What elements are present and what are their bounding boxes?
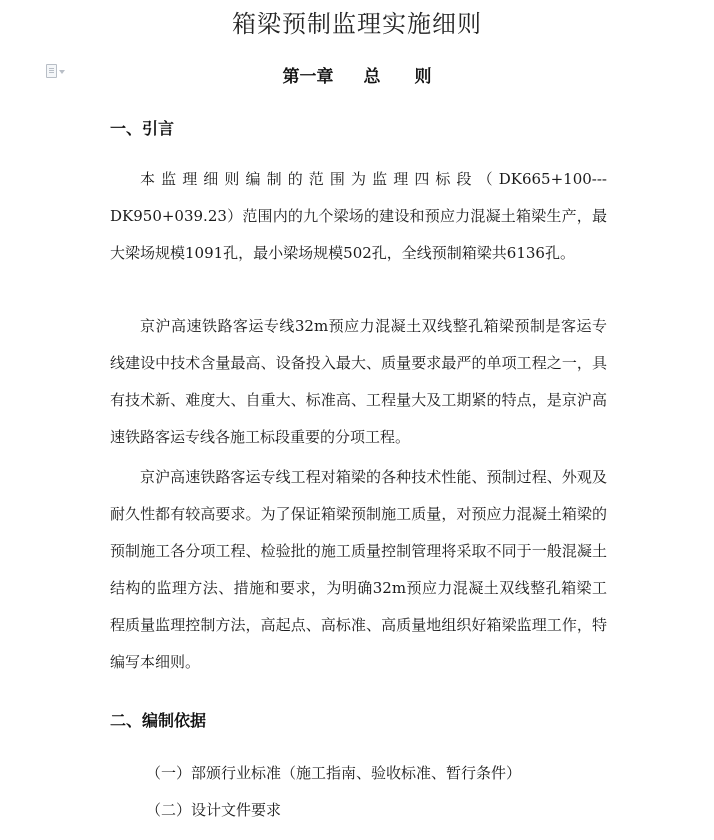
section-heading-introduction: 一、引言 [110,119,175,138]
chapter-heading [0,62,714,87]
chapter-number: 第一章 [282,67,334,87]
intro-paragraph-3: 京沪高速铁路客运专线工程对箱梁的各种技术性能、预制过程、外观及耐久性都有较高要求。为了保证箱梁预制施工质量，对预应力混凝土箱梁的预制施工各分项工程、检验批的施工质量控制管理将采取不同于一般混凝土结构的监理方法、措施和要求，为明确32m预应力混凝土双线整孔箱梁工程质量监理控制方法，高起点、高标准、高质量地组织好箱梁监理工作，特编写本细则。 [110,468,607,671]
basis-item-1: （一）部颁行业标准（施工指南、验收标准、暂行条件） [146,764,522,782]
intro-paragraph-2: 京沪高速铁路客运专线32m预应力混凝土双线整孔箱梁预制是客运专线建设中技术含量最高、设备投入最大、质量要求最严的单项工程之一，具有技术新、难度大、自重大、标准高、工程量大及工期紧的特点，是京沪高速铁路客运专线各施工标段重要的分项工程。 [110,317,607,446]
document-title: 箱梁预制监理实施细则 [232,10,482,38]
chapter-title-char-2: 则 [414,67,432,87]
intro-paragraph-1: 本监理细则编制的范围为监理四标段（DK665+100---DK950+039.23）范围内的九个梁场的建设和预应力混凝土箱梁生产，最大梁场规模1091孔，最小梁场规模502孔，全线预制箱梁共6136孔。 [110,170,607,262]
chapter-title-char-1: 总 [363,67,381,87]
basis-item-2: （二）设计文件要求 [146,801,282,819]
section-heading-basis: 二、编制依据 [110,711,207,730]
